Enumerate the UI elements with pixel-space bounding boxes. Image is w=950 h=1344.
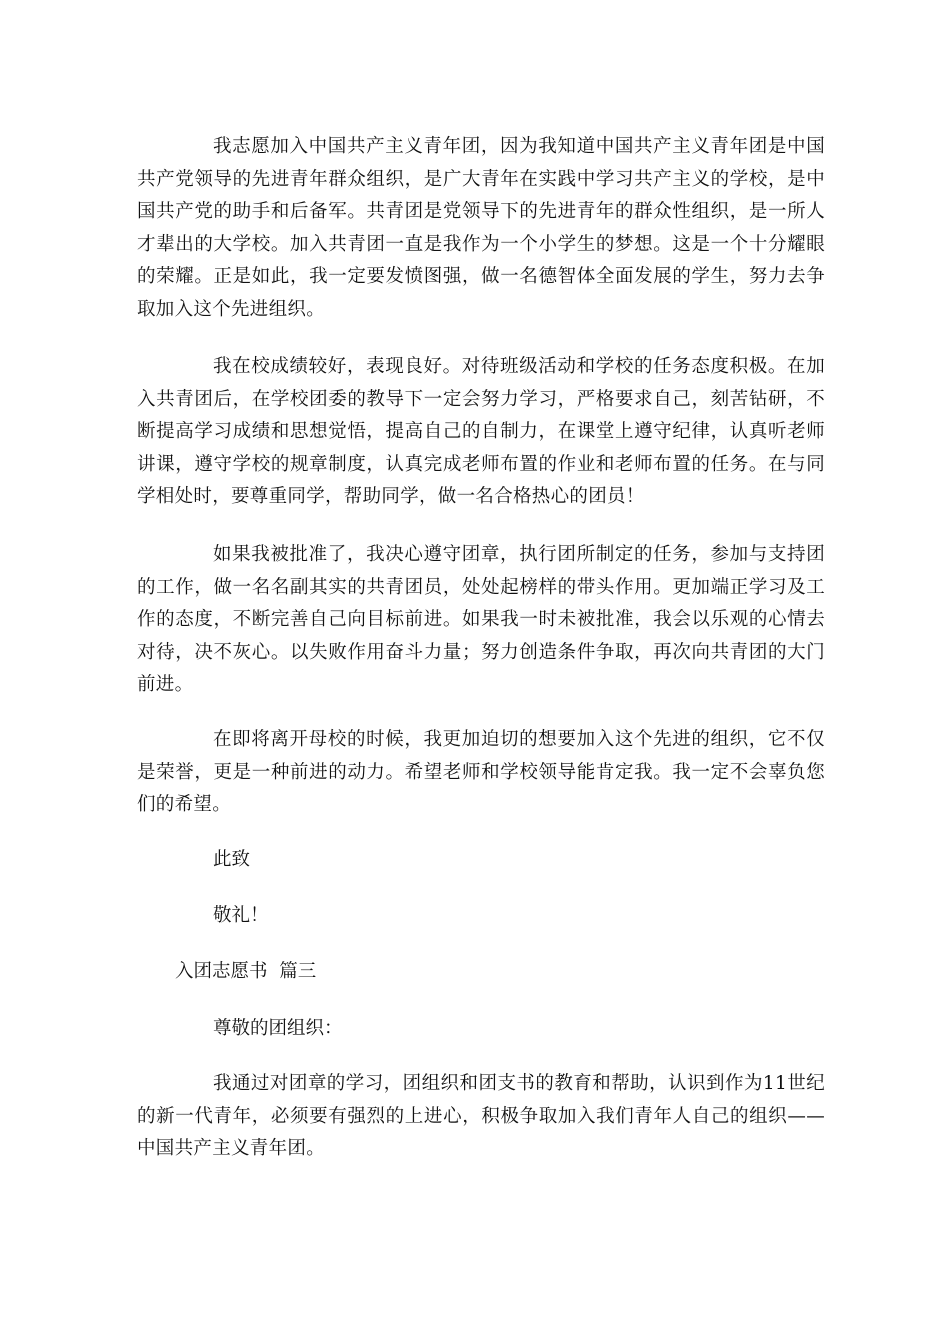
paragraph-4: 在即将离开母校的时候，我更加迫切的想要加入这个先进的组织，它不仅是荣誉，更是一种前进的动力。希望老师和学校领导能肯定我。我一定不会辜负您们的希望。 [137, 729, 825, 815]
closing-ci-zhi: 此致 [213, 849, 251, 870]
salutation: 尊敬的团组织： [213, 1018, 343, 1039]
paragraph-1: 我志愿加入中国共产主义青年团，因为我知道中国共产主义青年团是中国共产党领导的先进青年群众组织，是广大青年在实践中学习共产主义的学校，是中国共产党的助手和后备军。共青团是党领导下的先进青年的群众性组织，是一所人才辈出的大学校。加入共青团一直是我作为一个小学生的梦想。这是一个十分耀眼的荣耀。正是如此，我一定要发愤图强，做一名德智体全面发展的学生，努力去争取加入这个先进组织。 [137, 136, 825, 320]
closing-jing-li: 敬礼！ [213, 905, 269, 926]
section-heading: 入团志愿书 篇三 [175, 961, 317, 982]
paragraph-3: 如果我被批准了，我决心遵守团章，执行团所制定的任务，参加与支持团的工作，做一名名副其实的共青团员，处处起榜样的带头作用。更加端正学习及工作的态度，不断完善自己向目标前进。如果我一时未被批准，我会以乐观的心情去对待，决不灰心。以失败作用奋斗力量；努力创造条件争取，再次向共青团的大门前进。 [137, 544, 825, 695]
paragraph-5: 我通过对团章的学习，团组织和团支书的教育和帮助，认识到作为11世纪的新一代青年，必须要有强烈的上进心，积极争取加入我们青年人自己的组织——中国共产主义青年团。 [137, 1073, 825, 1159]
paragraph-2: 我在校成绩较好，表现良好。对待班级活动和学校的任务态度积极。在加入共青团后，在学校团委的教导下一定会努力学习，严格要求自己，刻苦钻研，不断提高学习成绩和思想觉悟，提高自己的自制力，在课堂上遵守纪律，认真听老师讲课，遵守学校的规章制度，认真完成老师布置的作业和老师布置的任务。在与同学相处时，要尊重同学，帮助同学，做一名合格热心的团员！ [137, 356, 825, 507]
